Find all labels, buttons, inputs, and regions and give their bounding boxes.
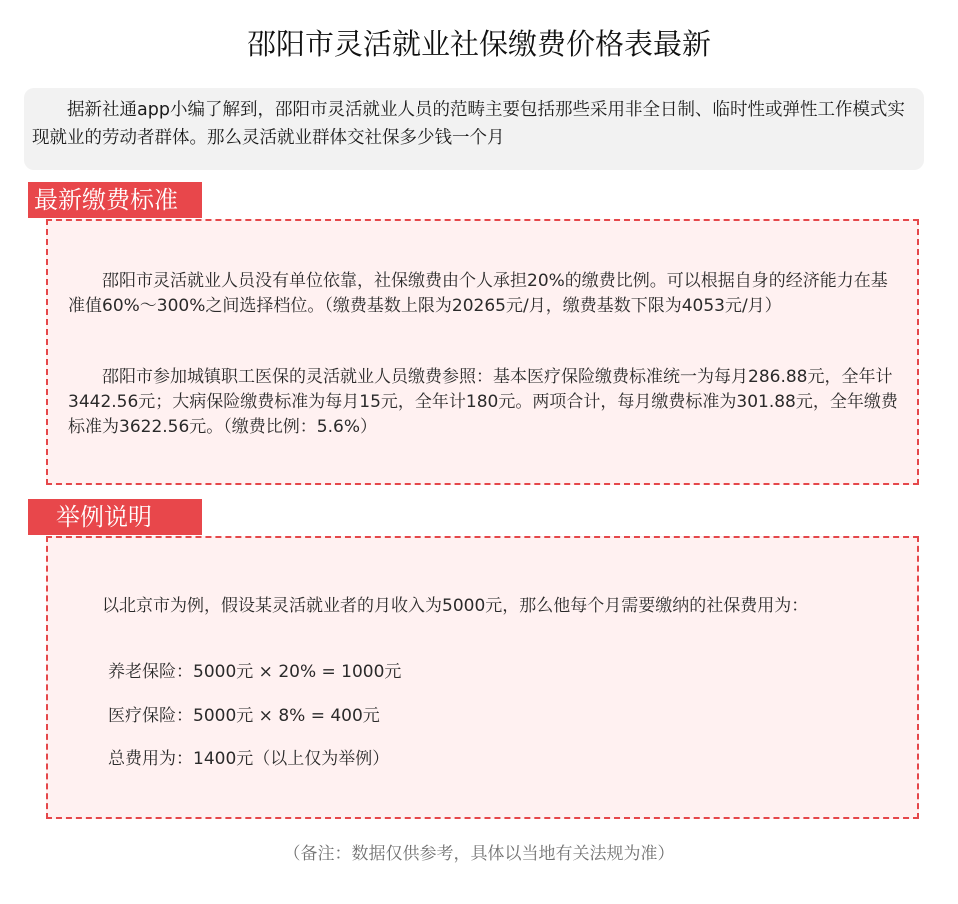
section-heading-standard: 最新缴费标准 xyxy=(28,182,202,218)
intro-paragraph: 据新社通app小编了解到，邵阳市灵活就业人员的范畴主要包括那些采用非全日制、临时性或弹性工作模式实现就业的劳动者群体。那么灵活就业群体交社保多少钱一个月 xyxy=(24,88,924,170)
example-pension-line: 养老保险：5000元 × 20% = 1000元 xyxy=(108,662,402,682)
standard-box xyxy=(46,219,919,485)
page-title: 邵阳市灵活就业社保缴费价格表最新 xyxy=(246,27,711,61)
standard-paragraph-1: 邵阳市灵活就业人员没有单位依靠，社保缴费由个人承担20%的缴费比例。可以根据自身的经济能力在基准值60%～300%之间选择档位。（缴费基数上限为20265元/月，缴费基数下限为4053元/月） xyxy=(68,271,888,316)
example-total-line: 总费用为：1400元（以上仅为举例） xyxy=(108,749,390,769)
section-heading-example: 举例说明 xyxy=(28,499,202,535)
example-medical-line: 医疗保险：5000元 × 8% = 400元 xyxy=(108,706,380,726)
example-box xyxy=(46,536,919,819)
example-intro: 以北京市为例，假设某灵活就业者的月收入为5000元，那么他每个月需要缴纳的社保费用为： xyxy=(102,596,809,616)
standard-paragraph-2: 邵阳市参加城镇职工医保的灵活就业人员缴费参照：基本医疗保险缴费标准统一为每月286.88元，全年计3442.56元；大病保险缴费标准为每月15元，全年计180元。两项合计，每月缴费标准为301.88元，全年缴费标准为3622.56元。（缴费比例：5.6%） xyxy=(68,367,898,437)
footnote: （备注：数据仅供参考，具体以当地有关法规为准） xyxy=(283,844,675,864)
